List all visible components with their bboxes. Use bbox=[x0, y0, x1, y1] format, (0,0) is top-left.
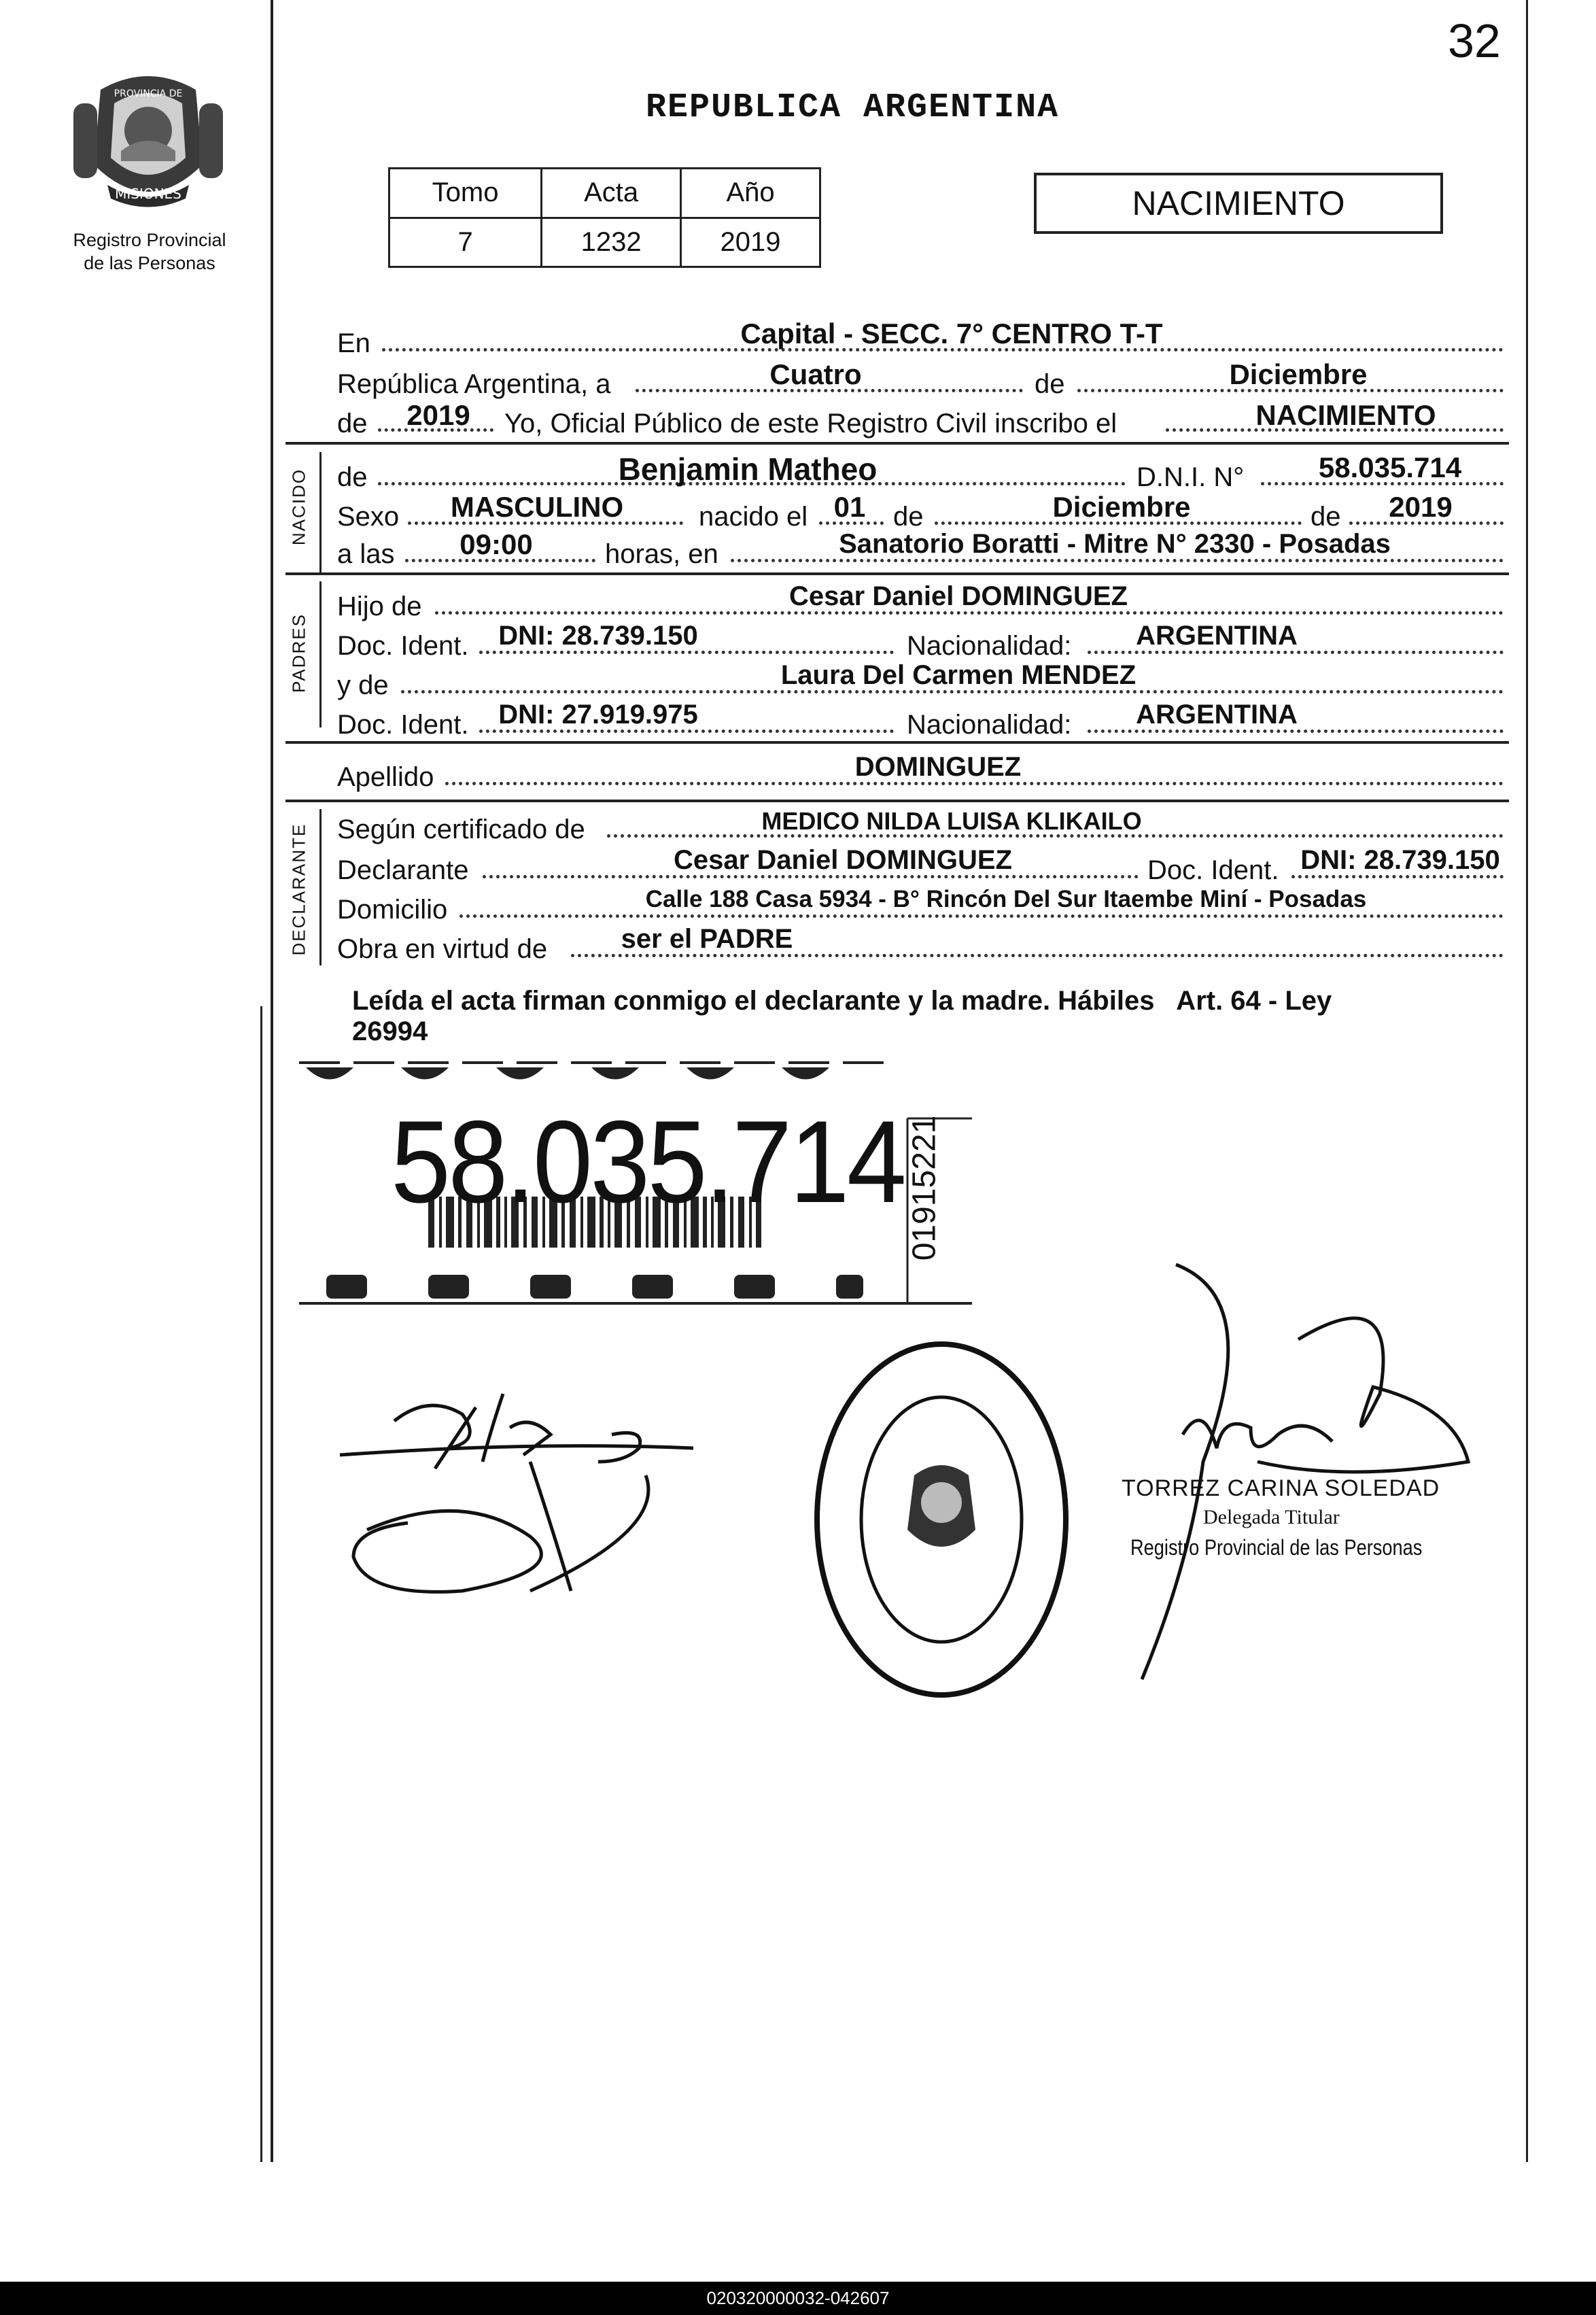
right-margin-line bbox=[1526, 0, 1528, 2162]
republica-label: República Argentina, a bbox=[337, 369, 611, 399]
child-name-value: Benjamin Matheo bbox=[618, 451, 878, 487]
logo-caption-line2: de las Personas bbox=[84, 253, 215, 273]
dots bbox=[479, 651, 894, 654]
father-doc-value: DNI: 28.739.150 bbox=[498, 621, 698, 651]
table-header-ano: Año bbox=[681, 169, 820, 218]
y-de-label: y de bbox=[337, 670, 389, 700]
official-office: Registro Provincial de las Personas bbox=[1130, 1535, 1423, 1560]
table-value-tomo: 7 bbox=[389, 218, 542, 267]
time-value: 09:00 bbox=[459, 528, 533, 560]
record-type-box: NACIMIENTO bbox=[1034, 173, 1443, 234]
nacido-el-label: nacido el bbox=[699, 502, 808, 532]
declarante-value: Cesar Daniel DOMINGUEZ bbox=[674, 845, 1012, 875]
dots bbox=[1291, 875, 1504, 878]
father-nat-value: ARGENTINA bbox=[1136, 621, 1298, 651]
sticker-serial: 01915221 bbox=[906, 1115, 943, 1261]
month-value: Diciembre bbox=[1229, 358, 1368, 390]
cert-value: MEDICO NILDA LUISA KLIKAILO bbox=[761, 807, 1142, 835]
apellido-label: Apellido bbox=[337, 762, 434, 792]
sticker-dni-number: 58.035.714 bbox=[391, 1097, 905, 1227]
nacido-de-label: de bbox=[337, 462, 368, 492]
lower-left-line bbox=[260, 1006, 262, 2162]
table-value-acta: 1232 bbox=[542, 218, 681, 267]
footer-code: 020320000032-042607 bbox=[0, 2282, 1596, 2315]
declarante-signature bbox=[326, 1367, 734, 1652]
dots bbox=[731, 559, 1504, 562]
nacido-side-label: NACIDO bbox=[288, 468, 309, 546]
dots bbox=[435, 611, 1504, 615]
day-value: Cuatro bbox=[769, 358, 862, 390]
declarante-doc-value: DNI: 28.739.150 bbox=[1300, 845, 1500, 875]
logo-bottom-text: MISIONES bbox=[115, 186, 181, 202]
table-header-acta: Acta bbox=[542, 169, 681, 218]
official-role: Delegada Titular bbox=[1203, 1506, 1340, 1528]
mother-name-value: Laura Del Carmen MENDEZ bbox=[780, 660, 1137, 690]
document-title: REPUBLICA ARGENTINA bbox=[646, 88, 1060, 127]
hline bbox=[285, 800, 1509, 802]
hijo-de-label: Hijo de bbox=[337, 591, 422, 621]
page-number: 32 bbox=[1448, 14, 1501, 67]
table-value-ano: 2019 bbox=[681, 218, 820, 267]
dots bbox=[479, 730, 894, 733]
hline bbox=[285, 442, 1509, 445]
horas-label: horas, en bbox=[605, 539, 718, 569]
closing-line1: Leída el acta firman conmigo el declarante y la madre. Hábiles Art. 64 - Ley bbox=[352, 986, 1332, 1016]
domicilio-value: Calle 188 Casa 5934 - B° Rincón Del Sur Itaembe Miní - Posadas bbox=[645, 886, 1367, 912]
mother-doc-label: Doc. Ident. bbox=[337, 710, 469, 740]
dots bbox=[1088, 730, 1504, 733]
logo-caption-line1: Registro Provincial bbox=[73, 230, 226, 250]
dots bbox=[483, 875, 1139, 878]
birth-de-label-2: de bbox=[1311, 502, 1341, 532]
year-prefix-label: de bbox=[337, 409, 368, 439]
child-dni-value: 58.035.714 bbox=[1318, 451, 1462, 483]
obra-label: Obra en virtud de bbox=[337, 934, 548, 964]
declarante-doc-label: Doc. Ident. bbox=[1147, 855, 1279, 885]
mother-doc-value: DNI: 27.919.975 bbox=[498, 700, 698, 730]
father-name-value: Cesar Daniel DOMINGUEZ bbox=[789, 581, 1128, 611]
mother-nat-label: Nacionalidad: bbox=[907, 710, 1072, 740]
padres-side-label: PADRES bbox=[288, 613, 309, 693]
mother-nat-value: ARGENTINA bbox=[1136, 700, 1298, 730]
domicilio-label: Domicilio bbox=[337, 895, 448, 925]
event-value: NACIMIENTO bbox=[1255, 399, 1436, 431]
hline bbox=[285, 572, 1509, 575]
father-doc-label: Doc. Ident. bbox=[337, 631, 469, 661]
dni-label: D.N.I. N° bbox=[1137, 462, 1245, 492]
place-value: Capital - SECC. 7° CENTRO T-T bbox=[740, 318, 1163, 349]
en-label: En bbox=[337, 328, 370, 358]
dots bbox=[571, 954, 1504, 957]
stamp-ring-text bbox=[850, 1516, 1047, 1517]
province-logo bbox=[73, 63, 223, 212]
sexo-label: Sexo bbox=[337, 502, 400, 532]
birth-year-value: 2019 bbox=[1389, 491, 1453, 523]
hline bbox=[285, 741, 1509, 744]
vline bbox=[319, 581, 322, 727]
left-margin-line bbox=[271, 0, 273, 2162]
logo-top-text: PROVINCIA DE bbox=[114, 88, 183, 99]
table-header-tomo: Tomo bbox=[389, 169, 542, 218]
a-las-label: a las bbox=[337, 539, 395, 569]
birth-place-value: Sanatorio Boratti - Mitre N° 2330 - Posadas bbox=[839, 529, 1391, 559]
vline bbox=[319, 452, 322, 575]
dots bbox=[1088, 651, 1504, 654]
oficial-text: Yo, Oficial Público de este Registro Civil inscribo el bbox=[504, 409, 1117, 439]
de-label: de bbox=[1035, 369, 1065, 399]
apellido-value: DOMINGUEZ bbox=[854, 752, 1022, 782]
father-nat-label: Nacionalidad: bbox=[907, 631, 1072, 661]
declarante-side-label: DECLARANTE bbox=[288, 823, 309, 956]
closing-line2: 26994 bbox=[352, 1016, 428, 1046]
vline bbox=[319, 809, 322, 965]
cert-label: Según certificado de bbox=[337, 814, 585, 844]
official-stamp bbox=[812, 1339, 1071, 1700]
birth-de-label: de bbox=[893, 502, 924, 532]
birth-month-value: Diciembre bbox=[1052, 491, 1191, 523]
obra-value: ser el PADRE bbox=[621, 924, 793, 954]
year-value: 2019 bbox=[406, 399, 470, 431]
sexo-value: MASCULINO bbox=[450, 491, 624, 523]
birth-day-value: 01 bbox=[833, 491, 866, 523]
dots bbox=[459, 914, 1504, 918]
record-table bbox=[388, 167, 821, 268]
declarante-label: Declarante bbox=[337, 855, 469, 885]
dots bbox=[445, 782, 1504, 785]
dots bbox=[401, 690, 1504, 693]
official-name: TORREZ CARINA SOLEDAD bbox=[1122, 1475, 1440, 1501]
